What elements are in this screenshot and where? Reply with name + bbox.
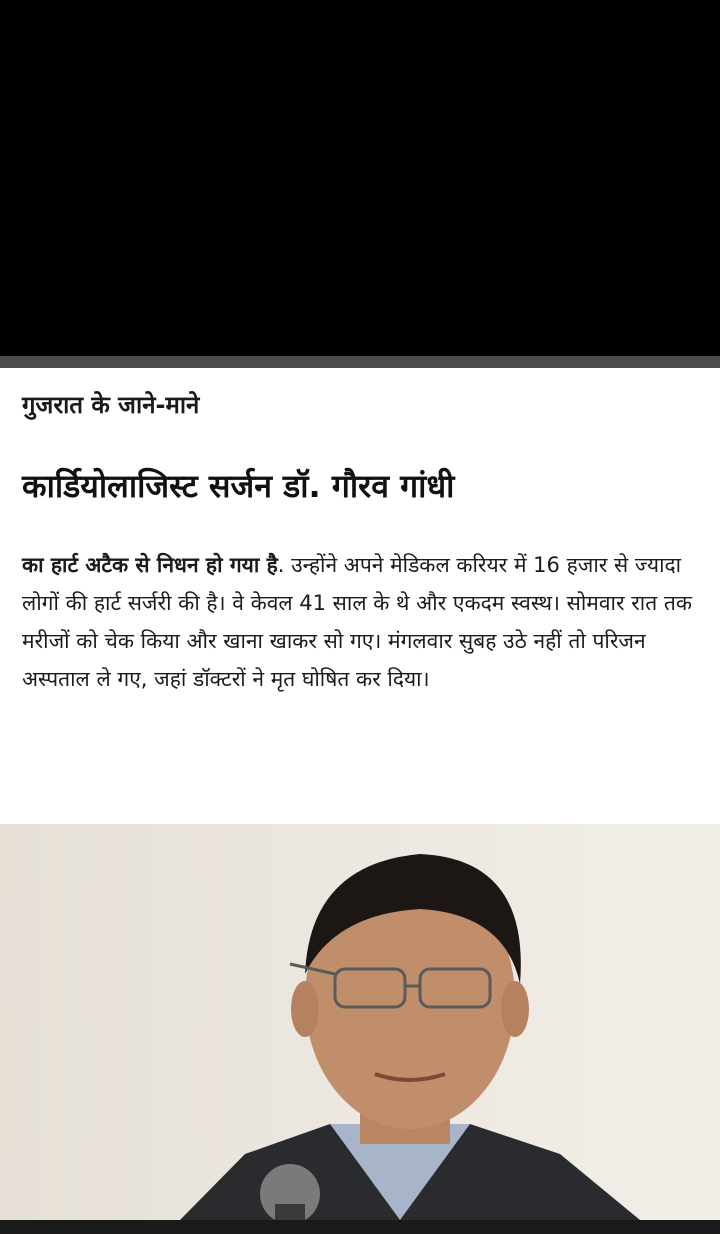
doctor-photo[interactable]: [0, 824, 720, 1220]
article-body: [22, 546, 702, 698]
article-card: [0, 368, 720, 824]
top-black-area: [0, 0, 720, 356]
bottom-bar: [0, 1220, 720, 1234]
portrait-illustration: [0, 824, 720, 1220]
divider-bar: [0, 356, 720, 368]
article-body-bold: का हार्ट अटैक से निधन हो गया है: [22, 553, 278, 577]
article-body-text: . उन्होंने अपने मेडिकल करियर में 16 हजार से ज्यादा लोगों की हार्ट सर्जरी की है। वे केवल 41 साल के थे और एकदम स्वस्थ। सोमवार रात तक मरीजों को चेक किया और खाना खाकर सो गए। मंगलवार सुबह उठे नहीं तो परिजन अस्पताल ले गए, जहां डॉक्टरों ने मृत घोषित कर दिया।: [22, 553, 692, 691]
article-headline: कार्डियोलाजिस्ट सर्जन डॉ. गौरव गांधी: [22, 467, 455, 505]
article-kicker: गुजरात के जाने-माने: [22, 391, 200, 419]
